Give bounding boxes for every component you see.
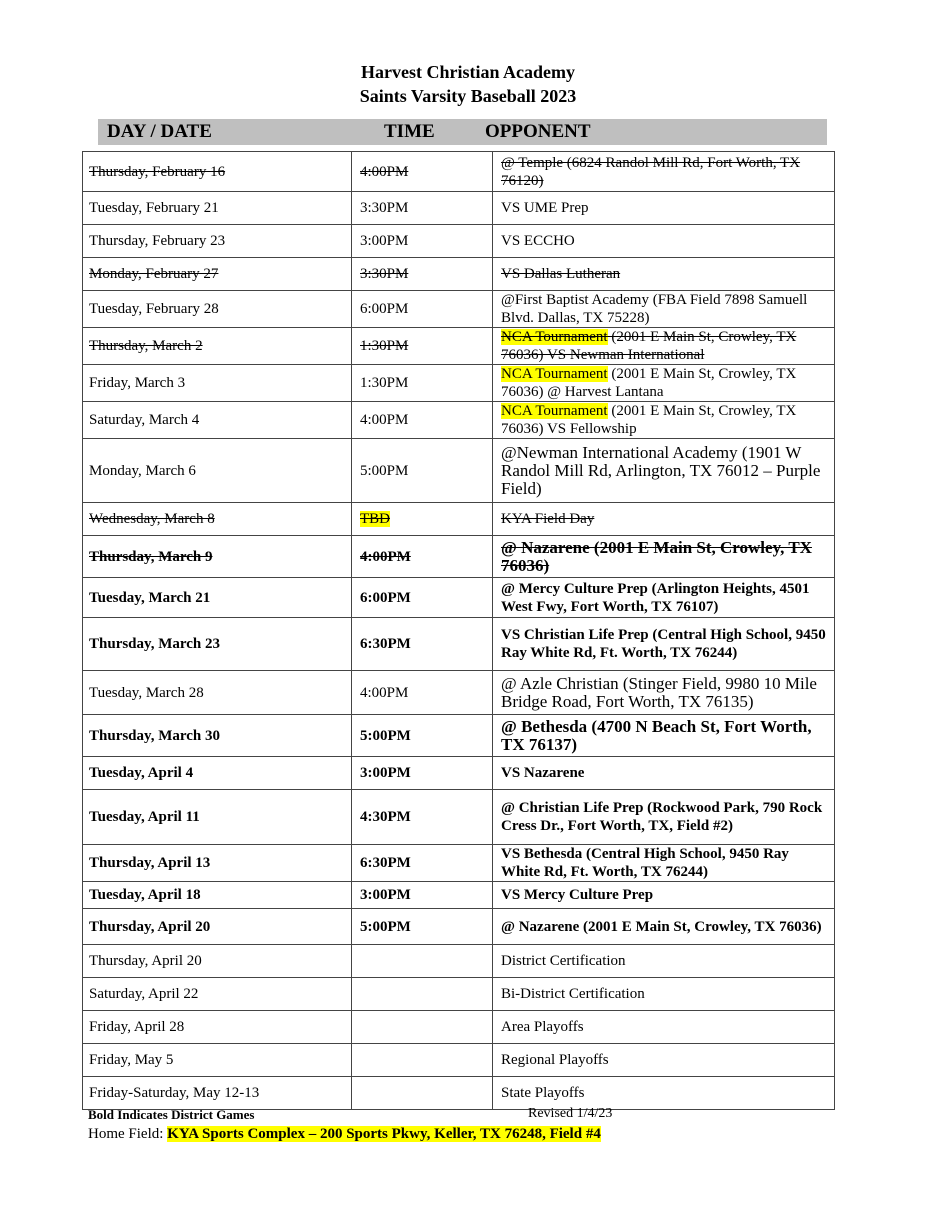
row-time [352,1044,493,1077]
row-day: Saturday, March 4 [83,402,352,439]
row-time: 6:30PM [352,618,493,671]
document-subtitle: Saints Varsity Baseball 2023 [359,86,577,106]
row-opponent: VS Christian Life Prep (Central High School, 9450 Ray White Rd, Ft. Worth, TX 76244) [493,618,835,671]
tournament-highlight: NCA Tournament [501,329,608,345]
row-time [352,945,493,978]
row-opponent: VS UME Prep [493,192,835,225]
table-row [83,882,835,909]
home-field [88,1126,601,1143]
row-opponent: Bi-District Certification [493,978,835,1011]
opponent-detail: (2001 E Main St, Crowley, TX 76036) VS Newman International [501,329,797,363]
tournament-highlight: NCA Tournament [501,366,608,382]
header-day: DAY / DATE [107,121,212,142]
row-opponent: @ Christian Life Prep (Rockwood Park, 790 Rock Cress Dr., Fort Worth, TX, Field #2) [493,790,835,845]
footer-note: Bold Indicates District Games [88,1107,255,1122]
row-time [352,1011,493,1044]
row-opponent: VS Bethesda (Central High School, 9450 Ray White Rd, Ft. Worth, TX 76244) [493,845,835,882]
table-row [83,978,835,1011]
row-day: Friday, March 3 [83,365,352,402]
row-time [352,503,493,536]
row-day: Tuesday, April 18 [83,882,352,909]
table-row [83,757,835,790]
row-time: 3:30PM [352,192,493,225]
row-time [352,1077,493,1110]
table-row [83,578,835,618]
home-field-label: Home Field: [88,1126,168,1142]
table-row [83,1011,835,1044]
opponent-detail: (2001 E Main St, Crowley, TX 76036) VS Fellowship [501,403,797,437]
tournament-highlight: NCA Tournament [501,403,608,419]
table-row [83,503,835,536]
row-opponent: VS Mercy Culture Prep [493,882,835,909]
row-day: Tuesday, February 21 [83,192,352,225]
row-day: Tuesday, February 28 [83,291,352,328]
row-time: 1:30PM [352,365,493,402]
table-row [83,192,835,225]
table-row [83,909,835,945]
row-opponent [493,328,835,365]
row-time: 6:00PM [352,578,493,618]
row-time: 6:00PM [352,291,493,328]
tbd-highlight: TBD [360,511,390,527]
row-day: Friday-Saturday, May 12-13 [83,1077,352,1110]
header-opponent: OPPONENT [485,121,591,142]
row-day: Thursday, March 2 [83,328,352,365]
row-day: Thursday, March 23 [83,618,352,671]
table-row [83,536,835,578]
row-time: 5:00PM [352,909,493,945]
row-opponent: @Newman International Academy (1901 W Randol Mill Rd, Arlington, TX 76012 – Purple Field) [493,439,835,503]
row-time: 3:00PM [352,757,493,790]
row-time: 4:00PM [352,536,493,578]
row-day: Thursday, April 20 [83,909,352,945]
row-time: 5:00PM [352,715,493,757]
row-opponent: @ Azle Christian (Stinger Field, 9980 10 Mile Bridge Road, Fort Worth, TX 76135) [493,671,835,715]
row-day: Tuesday, April 4 [83,757,352,790]
row-day: Monday, February 27 [83,258,352,291]
row-time: 1:30PM [352,328,493,365]
table-row [83,291,835,328]
row-opponent [493,402,835,439]
row-opponent: @First Baptist Academy (FBA Field 7898 Samuell Blvd. Dallas, TX 75228) [493,291,835,328]
row-opponent: Area Playoffs [493,1011,835,1044]
row-day: Thursday, February 23 [83,225,352,258]
row-day: Wednesday, March 8 [83,503,352,536]
row-opponent: District Certification [493,945,835,978]
table-row [83,671,835,715]
table-row [83,715,835,757]
row-opponent: @ Bethesda (4700 N Beach St, Fort Worth, TX 76137) [493,715,835,757]
table-row [83,328,835,365]
row-day: Friday, May 5 [83,1044,352,1077]
row-time: 3:00PM [352,225,493,258]
table-row [83,225,835,258]
row-opponent: Regional Playoffs [493,1044,835,1077]
row-time: 4:00PM [352,402,493,439]
row-time: 5:00PM [352,439,493,503]
table-row [83,1044,835,1077]
table-row [83,402,835,439]
row-opponent: VS Nazarene [493,757,835,790]
column-header-bar [98,119,827,145]
row-time [352,978,493,1011]
home-field-value: KYA Sports Complex – 200 Sports Pkwy, Keller, TX 76248, Field #4 [167,1126,601,1142]
row-time: 3:30PM [352,258,493,291]
row-opponent [493,365,835,402]
row-day: Thursday, February 16 [83,152,352,192]
header-time: TIME [384,121,435,142]
row-time: 6:30PM [352,845,493,882]
table-row [83,365,835,402]
table-row [83,790,835,845]
table-row [83,152,835,192]
opponent-detail: (2001 E Main St, Crowley, TX 76036) @ Harvest Lantana [501,366,797,400]
row-day: Tuesday, March 21 [83,578,352,618]
row-time: 4:30PM [352,790,493,845]
row-time: 4:00PM [352,671,493,715]
row-opponent: @ Nazarene (2001 E Main St, Crowley, TX 76036) [493,909,835,945]
row-opponent: @ Nazarene (2001 E Main St, Crowley, TX 76036) [493,536,835,578]
row-day: Thursday, March 9 [83,536,352,578]
table-row [83,618,835,671]
row-opponent: KYA Field Day [493,503,835,536]
row-day: Thursday, April 20 [83,945,352,978]
row-day: Monday, March 6 [83,439,352,503]
row-day: Thursday, March 30 [83,715,352,757]
row-opponent: VS ECCHO [493,225,835,258]
row-time: 4:00PM [352,152,493,192]
row-day: Tuesday, April 11 [83,790,352,845]
row-day: Friday, April 28 [83,1011,352,1044]
revised-date: Revised 1/4/23 [528,1106,613,1121]
row-opponent: State Playoffs [493,1077,835,1110]
table-row [83,945,835,978]
table-row [83,1077,835,1110]
table-row [83,439,835,503]
document-title: Harvest Christian Academy [361,62,575,82]
row-opponent: @ Mercy Culture Prep (Arlington Heights, 4501 West Fwy, Fort Worth, TX 76107) [493,578,835,618]
row-day: Saturday, April 22 [83,978,352,1011]
table-row [83,845,835,882]
row-opponent: @ Temple (6824 Randol Mill Rd, Fort Worth, TX 76120) [493,152,835,192]
row-day: Tuesday, March 28 [83,671,352,715]
table-row [83,258,835,291]
row-time: 3:00PM [352,882,493,909]
schedule-table [82,151,835,1110]
row-day: Thursday, April 13 [83,845,352,882]
row-opponent: VS Dallas Lutheran [493,258,835,291]
